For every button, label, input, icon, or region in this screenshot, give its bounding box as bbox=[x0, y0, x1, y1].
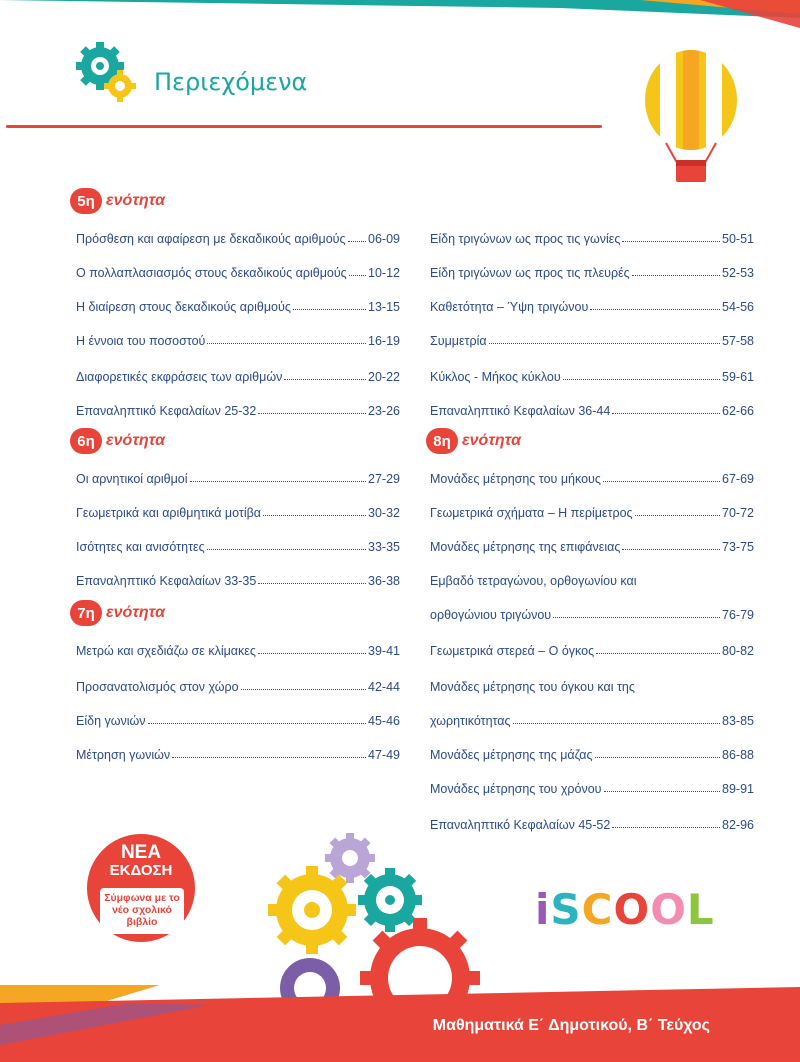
toc-entry-title: Είδη γωνιών bbox=[76, 714, 146, 728]
footer-title: Μαθηματικά Ε΄ Δημοτικού, Β΄ Τεύχος bbox=[432, 1017, 710, 1034]
iscool-logo bbox=[535, 885, 715, 934]
toc-entry bbox=[430, 776, 754, 796]
toc-entry-pages: 23-26 bbox=[368, 404, 400, 418]
toc-entry-pages: 06-09 bbox=[368, 232, 400, 246]
toc-entry-pages: 76-79 bbox=[722, 608, 754, 622]
logo-letter: L bbox=[686, 885, 715, 934]
toc-entry-title: Μονάδες μέτρησης της μάζας bbox=[430, 748, 593, 762]
toc-entry bbox=[430, 294, 754, 314]
toc-entry-title: Επαναληπτικό Κεφαλαίων 33-35 bbox=[76, 574, 257, 588]
unit-5-heading bbox=[70, 188, 165, 214]
toc-entry-pages: 10-12 bbox=[368, 266, 400, 280]
toc-entry-pages: 62-66 bbox=[722, 404, 754, 418]
logo-letter: i bbox=[535, 885, 551, 934]
toc-entry-line1 bbox=[430, 568, 754, 588]
toc-entry-pages: 73-75 bbox=[722, 540, 754, 554]
toc-entry bbox=[430, 638, 754, 658]
toc-entry-title: Επαναληπτικό Κεφαλαίων 36-44 bbox=[430, 404, 611, 418]
toc-entry-title: Γεωμετρικά και αριθμητικά μοτίβα bbox=[76, 506, 262, 520]
toc-entry-pages: 20-22 bbox=[368, 370, 400, 384]
hot-air-balloon-icon bbox=[636, 48, 746, 198]
toc-entry-title: Ο πολλαπλασιασμός στους δεκαδικούς αριθμούς bbox=[76, 266, 347, 280]
logo-letter: C bbox=[581, 885, 614, 934]
toc-entry-title: Προσανατολισμός στον χώρο bbox=[76, 680, 239, 694]
toc-entry-pages: 57-58 bbox=[722, 334, 754, 348]
toc-entry bbox=[430, 708, 754, 728]
toc-entry-pages: 33-35 bbox=[368, 540, 400, 554]
toc-entry-pages: 30-32 bbox=[368, 506, 400, 520]
toc-entry-pages: 52-53 bbox=[722, 266, 754, 280]
toc-entry-pages: 70-72 bbox=[722, 506, 754, 520]
toc-entry bbox=[76, 568, 400, 588]
title-underline bbox=[6, 125, 602, 128]
toc-entry-title: Γεωμετρικά σχήματα – Η περίμετρος bbox=[430, 506, 633, 520]
toc-entry bbox=[76, 398, 400, 418]
gear-icon bbox=[260, 828, 500, 998]
toc-entry-pages: 16-19 bbox=[368, 334, 400, 348]
toc-entry-title: Επαναληπτικό Κεφαλαίων 45-52 bbox=[430, 818, 611, 832]
toc-entry bbox=[76, 674, 400, 694]
unit-8-heading bbox=[426, 428, 521, 454]
toc-entry-pages: 45-46 bbox=[368, 714, 400, 728]
toc-entry-pages: 59-61 bbox=[722, 370, 754, 384]
toc-entry bbox=[430, 602, 754, 622]
toc-entry-title: Μετρώ και σχεδιάζω σε κλίμακες bbox=[76, 644, 256, 658]
toc-entry-pages: 83-85 bbox=[722, 714, 754, 728]
toc-entry bbox=[430, 260, 754, 280]
toc-entry-line1 bbox=[430, 674, 754, 694]
toc-entry bbox=[430, 466, 754, 486]
toc-entry-pages: 86-88 bbox=[722, 748, 754, 762]
toc-entry-title: Οι αρνητικοί αριθμοί bbox=[76, 472, 188, 486]
toc-entry-title: Μονάδες μέτρησης του μήκους bbox=[430, 472, 601, 486]
logo-letter: O bbox=[650, 885, 687, 934]
toc-entry-pages: 82-96 bbox=[722, 818, 754, 832]
toc-entry bbox=[76, 294, 400, 314]
toc-entry bbox=[76, 364, 400, 384]
toc-entry-title: Πρόσθεση και αφαίρεση με δεκαδικούς αριθμούς bbox=[76, 232, 346, 246]
toc-entry-title: Εμβαδό τετραγώνου, ορθογωνίου και bbox=[430, 574, 637, 588]
toc-entry-pages: 54-56 bbox=[722, 300, 754, 314]
toc-entry-pages: 67-69 bbox=[722, 472, 754, 486]
toc-entry-title: Η διαίρεση στους δεκαδικούς αριθμούς bbox=[76, 300, 291, 314]
toc-entry-title: Συμμετρία bbox=[430, 334, 487, 348]
toc-entry-title: Μονάδες μέτρησης του χρόνου bbox=[430, 782, 602, 796]
unit-word: ενότητα bbox=[106, 432, 166, 449]
unit-badge: 7η bbox=[70, 600, 102, 626]
unit-word: ενότητα bbox=[106, 192, 166, 209]
toc-entry-pages: 27-29 bbox=[368, 472, 400, 486]
unit-badge: 5η bbox=[70, 188, 102, 214]
toc-entry-title: Μονάδες μέτρησης της επιφάνειας bbox=[430, 540, 621, 554]
toc-entry-pages: 50-51 bbox=[722, 232, 754, 246]
toc-entry bbox=[76, 534, 400, 554]
unit-word: ενότητα bbox=[106, 604, 166, 621]
toc-entry bbox=[430, 534, 754, 554]
toc-entry bbox=[430, 742, 754, 762]
toc-entry-pages: 80-82 bbox=[722, 644, 754, 658]
toc-entry-title: Κύκλος - Μήκος κύκλου bbox=[430, 370, 561, 384]
toc-entry bbox=[76, 742, 400, 762]
toc-entry bbox=[76, 328, 400, 348]
toc-entry bbox=[430, 226, 754, 246]
unit-badge: 8η bbox=[426, 428, 458, 454]
new-edition-line2: ΕΚΔΟΣΗ bbox=[109, 862, 173, 879]
toc-entry bbox=[76, 260, 400, 280]
unit-word: ενότητα bbox=[462, 432, 522, 449]
toc-entry bbox=[430, 398, 754, 418]
toc-entry bbox=[430, 328, 754, 348]
page-title: Περιεχόμενα bbox=[154, 68, 308, 96]
toc-entry-pages: 13-15 bbox=[368, 300, 400, 314]
unit-badge: 6η bbox=[70, 428, 102, 454]
toc-entry bbox=[76, 638, 400, 658]
logo-letter: O bbox=[613, 885, 651, 934]
new-edition-line1: ΝΕΑ bbox=[120, 842, 162, 863]
toc-entry-title: Είδη τριγώνων ως προς τις πλευρές bbox=[430, 266, 630, 280]
toc-entry-title: Καθετότητα – Ύψη τριγώνου bbox=[430, 300, 589, 314]
toc-entry-title: Μονάδες μέτρησης του όγκου και της bbox=[430, 680, 635, 694]
gear-icon bbox=[74, 40, 146, 112]
toc-entry-title: Γεωμετρικά στερεά – Ο όγκος bbox=[430, 644, 595, 658]
toc-entry-title: Η έννοια του ποσοστού bbox=[76, 334, 206, 348]
toc-entry-pages: 36-38 bbox=[368, 574, 400, 588]
toc-entry bbox=[430, 500, 754, 520]
toc-entry-title: Διαφορετικές εκφράσεις των αριθμών bbox=[76, 370, 283, 384]
toc-entry bbox=[76, 226, 400, 246]
toc-entry-title: Μέτρηση γωνιών bbox=[76, 748, 171, 762]
toc-entry-title: ορθογώνιου τριγώνου bbox=[430, 608, 552, 622]
toc-entry-title: χωρητικότητας bbox=[430, 714, 511, 728]
toc-entry bbox=[76, 466, 400, 486]
top-decor-band bbox=[0, 0, 800, 40]
toc-entry bbox=[430, 364, 754, 384]
unit-7-heading bbox=[70, 600, 165, 626]
unit-6-heading bbox=[70, 428, 165, 454]
toc-entry-title: Είδη τριγώνων ως προς τις γωνίες bbox=[430, 232, 621, 246]
toc-entry-pages: 89-91 bbox=[722, 782, 754, 796]
toc-entry bbox=[76, 500, 400, 520]
toc-entry-title: Επαναληπτικό Κεφαλαίων 25-32 bbox=[76, 404, 257, 418]
toc-entry-title: Ισότητες και ανισότητες bbox=[76, 540, 205, 554]
toc-entry-pages: 42-44 bbox=[368, 680, 400, 694]
logo-letter: S bbox=[550, 885, 582, 934]
toc-entry bbox=[76, 708, 400, 728]
new-edition-subtitle: Σύμφωνα με το νέο σχολικό βιβλίο bbox=[104, 892, 180, 928]
toc-entry-pages: 39-41 bbox=[368, 644, 400, 658]
toc-entry-pages: 47-49 bbox=[368, 748, 400, 762]
